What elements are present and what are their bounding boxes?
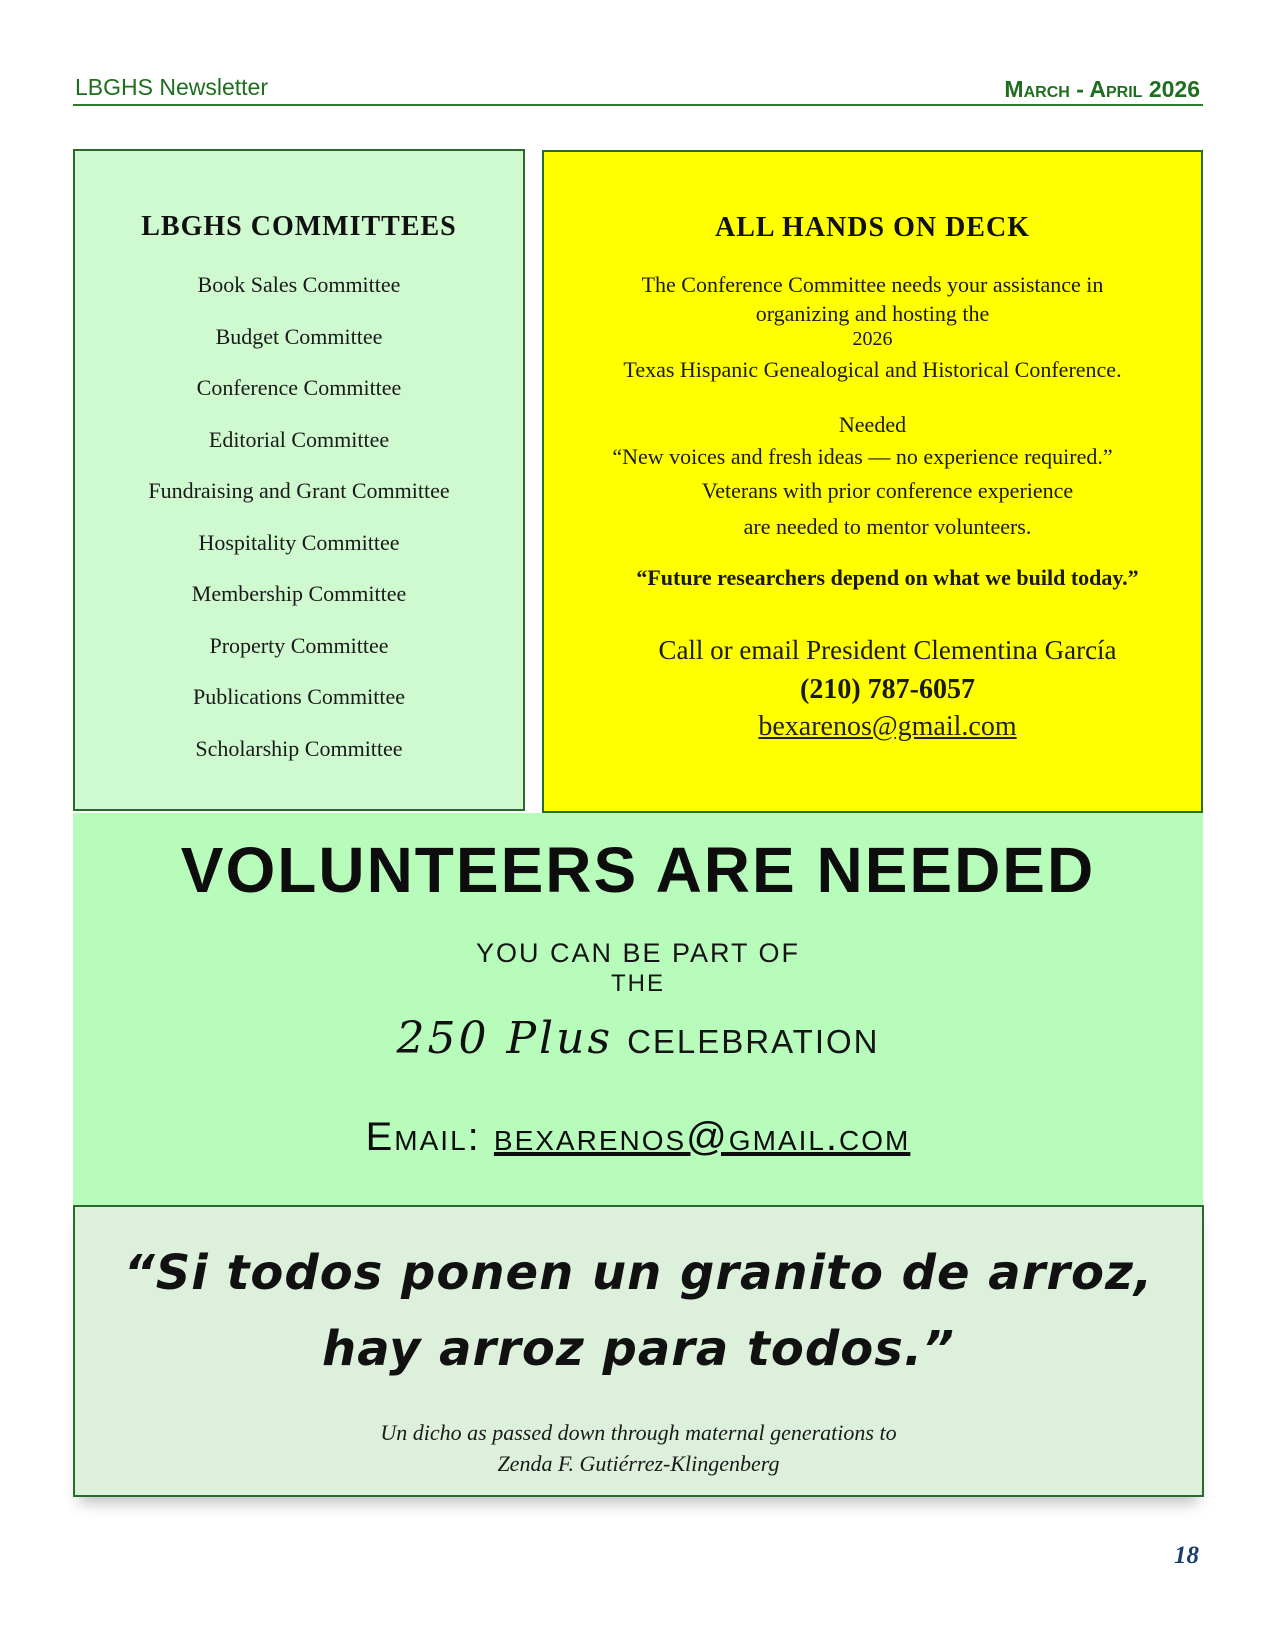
newsletter-title: LBGHS Newsletter xyxy=(75,74,269,100)
veterans-line: are needed to mentor volunteers. xyxy=(743,514,1032,539)
email-link[interactable]: bexarenos@gmail.com xyxy=(758,711,1017,742)
intro-line: The Conference Committee needs your assistance in xyxy=(641,272,1104,297)
dicho-caption xyxy=(75,1417,1202,1479)
volunteer-email-link[interactable]: bexarenos@gmail.com xyxy=(493,1115,911,1159)
volunteer-email-line xyxy=(73,1115,1203,1160)
committee-list xyxy=(75,272,523,787)
committee-item: Scholarship Committee xyxy=(195,735,403,761)
committee-item: Editorial Committee xyxy=(208,426,390,452)
intro-line: organizing and hosting the xyxy=(755,301,990,326)
committee-item: Budget Committee xyxy=(215,323,383,349)
committees-box xyxy=(73,149,525,811)
dicho-quote-line: hay arroz para todos.” xyxy=(322,1321,955,1377)
call-president: Call or email President Clementina García xyxy=(658,635,1117,665)
needed-label: Needed xyxy=(838,412,907,437)
needed-quote: “New voices and fresh ideas — no experience required.” xyxy=(612,444,1113,469)
250-plus-logo: 250 Plus xyxy=(396,1013,614,1064)
committee-item: Book Sales Committee xyxy=(197,272,401,297)
committees-title: LBGHS COMMITTEES xyxy=(141,211,457,242)
celebration-line xyxy=(73,1013,1203,1064)
email-label: Email: xyxy=(365,1115,481,1159)
all-hands-box xyxy=(542,150,1203,813)
intro-year: 2026 xyxy=(852,328,893,350)
dicho-quote-line: “Si todos ponen un granito de arroz, xyxy=(123,1245,1154,1301)
all-hands-title: ALL HANDS ON DECK xyxy=(715,212,1030,243)
dicho-quote xyxy=(75,1235,1202,1387)
committee-item: Property Committee xyxy=(209,632,389,658)
the-line: THE xyxy=(611,970,665,997)
volunteers-title: VOLUNTEERS ARE NEEDED xyxy=(180,834,1096,906)
dicho-caption-line: Un dicho as passed down through maternal generations to xyxy=(380,1420,897,1445)
future-quote: “Future researchers depend on what we build today.” xyxy=(636,565,1139,590)
phone-number: (210) 787-6057 xyxy=(800,674,975,705)
committee-item: Membership Committee xyxy=(191,581,407,606)
committee-item: Fundraising and Grant Committee xyxy=(148,478,450,503)
committee-item: Publications Committee xyxy=(192,684,406,709)
part-of-line: YOU CAN BE PART OF xyxy=(475,938,801,968)
dicho-box xyxy=(73,1205,1204,1497)
header-divider xyxy=(73,104,1203,106)
celebration-word: CELEBRATION xyxy=(627,1023,880,1060)
committee-item: Conference Committee xyxy=(196,375,402,400)
dicho-caption-line: Zenda F. Gutiérrez-Klingenberg xyxy=(497,1451,780,1476)
veterans-line: Veterans with prior conference experience xyxy=(701,478,1074,503)
committee-item: Hospitality Committee xyxy=(198,529,400,555)
page-number: 18 xyxy=(1174,1542,1199,1569)
intro-line: Texas Hispanic Genealogical and Historical Conference. xyxy=(623,357,1122,382)
volunteers-banner xyxy=(73,813,1203,1205)
issue-date: March - April 2026 xyxy=(1004,76,1200,102)
